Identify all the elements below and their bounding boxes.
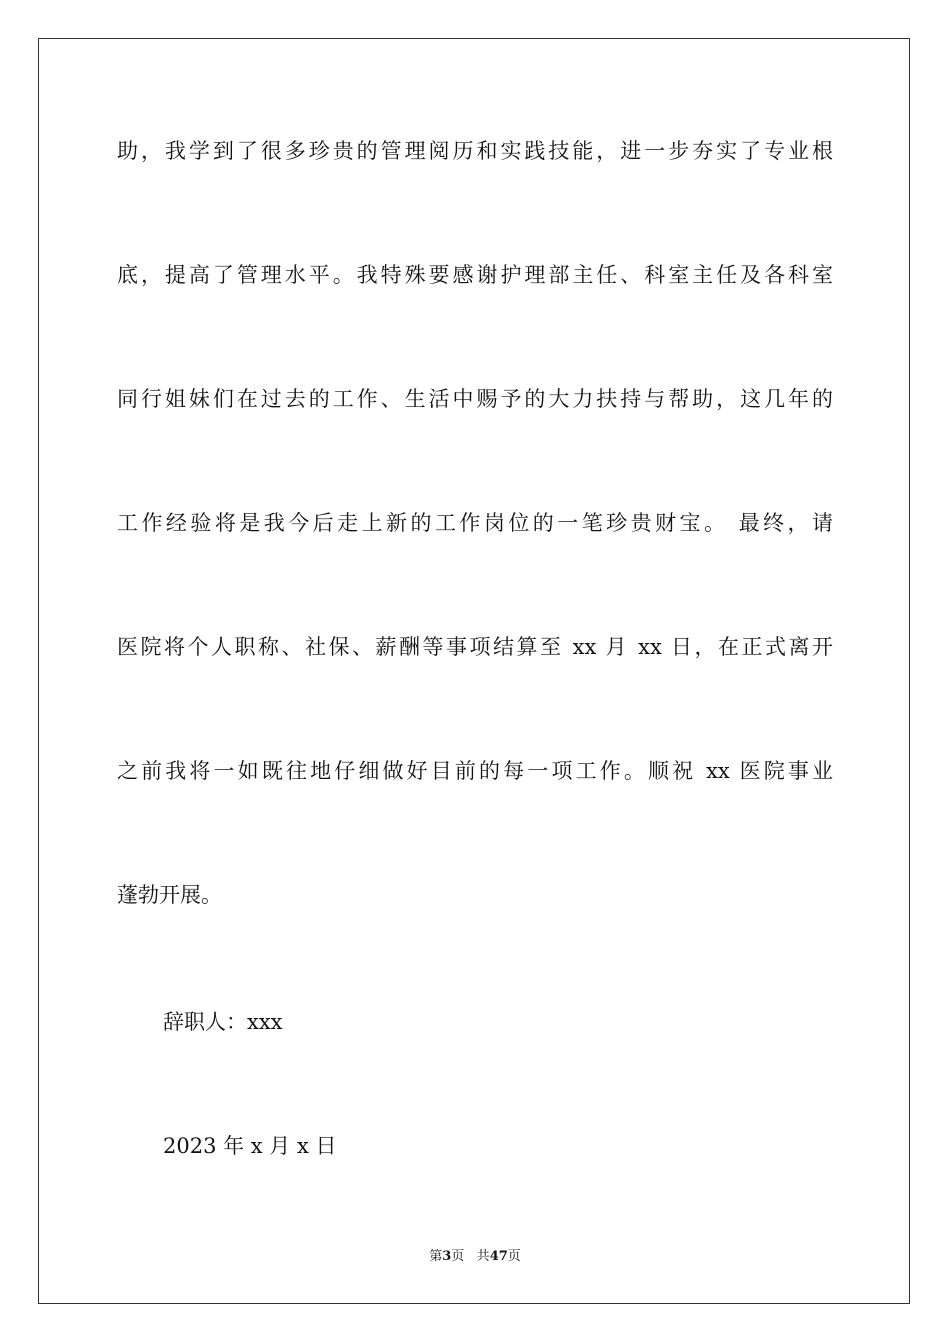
- total-suffix: 页: [507, 1249, 521, 1264]
- body-text-line-4: 工作经验将是我今后走上新的工作岗位的一笔珍贵财宝。 最终，请: [117, 511, 833, 535]
- page-border: [38, 38, 910, 1304]
- date-line: 2023 年 x 月 x 日: [163, 1134, 337, 1158]
- signature-line: 辞职人：xxx: [163, 1010, 283, 1034]
- page-prefix: 第: [429, 1249, 443, 1264]
- body-text-line-2: 底，提高了管理水平。我特殊要感谢护理部主任、科室主任及各科室: [117, 263, 833, 287]
- body-text-line-1: 助，我学到了很多珍贵的管理阅历和实践技能，进一步夯实了专业根: [117, 139, 833, 163]
- body-text-line-3: 同行姐妹们在过去的工作、生活中赐予的大力扶持与帮助，这几年的: [117, 387, 833, 411]
- total-prefix: 共: [476, 1249, 490, 1264]
- total-pages: 47: [489, 1249, 508, 1264]
- page-number: 3: [442, 1249, 452, 1264]
- body-text-line-7: 蓬勃开展。: [117, 883, 222, 907]
- page-suffix: 页: [451, 1249, 465, 1264]
- body-text-line-5: 医院将个人职称、社保、薪酬等事项结算至 xx 月 xx 日，在正式离开: [117, 635, 833, 659]
- body-text-line-6: 之前我将一如既往地仔细做好目前的每一项工作。顺祝 xx 医院事业: [117, 759, 833, 783]
- page-footer: [0, 1248, 950, 1266]
